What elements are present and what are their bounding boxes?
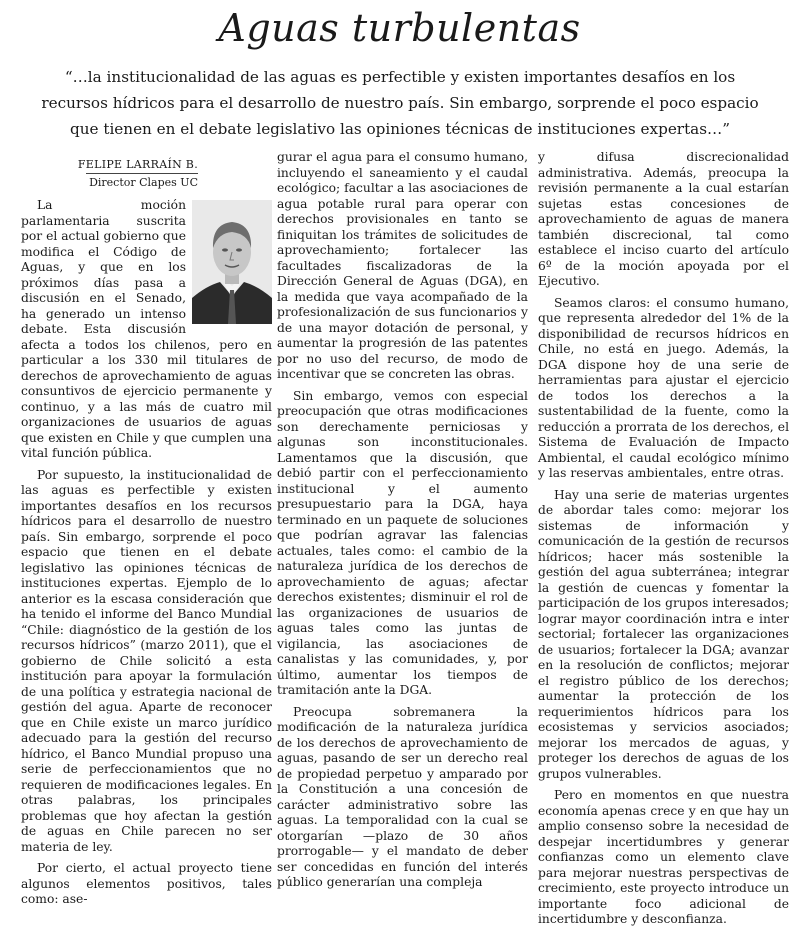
author-name: FELIPE LARRAÍN B. xyxy=(77,158,198,171)
column-3 xyxy=(538,150,789,934)
paragraph-7: Hay una serie de materias urgentes de abordar tales como: mejorar los sistemas de información y comunicación de la gestión de recursos hídricos; hacer más sostenible la gestión del agua subterránea; integrar la gestión de cuencas y fomentar la participación de los grupos interesados; lograr mayor coordinación intra e inter sectorial; fortalecer las organizaciones de usuarios; fortalecer la DGA; avanzar en la resolución de conflictos; mejorar el registro público de los derechos; aumentar la protección de los requerimientos hídricos para los ecosistemas y servicios asociados; mejorar los mercados de aguas, y proteger los derechos de aguas de los grupos vulnerables. xyxy=(538,487,789,781)
byline-rule xyxy=(86,173,198,174)
author-portrait-icon xyxy=(192,200,272,324)
paragraph-1-text: La moción parlamentaria suscrita por el actual gobierno que modifica el Código de Aguas, y que en los próximos días pasa a discusión en el Senado, ha generado un intenso debate. Esta discusión afecta a todos los chilenos, pero en particular a los 330 mil titulares de derechos de aprovechamiento de aguas consuntivos de ejercicio permanente y continuo, y a las más de cuatro mil organizaciones de usuarios de aguas que existen en Chile y que cumplen una vital función pública. xyxy=(21,198,272,460)
column-2 xyxy=(277,150,528,897)
paragraph-4: Sin embargo, vemos con especial preocupación que otras modificaciones son derechamente perniciosas y algunas son inconstitucionales. Lamentamos que la discusión, que debió partir con el perfeccionamiento institucional y el aumento presupuestario para la DGA, haya terminado en un paquete de soluciones que podrían agravar las falencias actuales, tales como: el cambio de la naturaleza jurídica de los derechos de aprovechamiento de aguas; afectar derechos existentes; disminuir el rol de las organizaciones de usuarios de aguas tales como las juntas de vigilancia, las asociaciones de canalistas y las comunidades, y, por último, aumentar los tiempos de tramitación ante la DGA. xyxy=(277,388,528,697)
paragraph-6: Seamos claros: el consumo humano, que representa alrededor del 1% de la disponibilidad de recursos hídricos en Chile, no está en juego. Además, la DGA dispone hoy de una serie de herramientas para ajustar el ejercicio de todos los derechos a la sustentabilidad de la fuente, como la reducción a prorrata de los derechos, el Sistema de Evaluación de Impacto Ambiental, el caudal ecológico mínimo y las reservas ambientales, entre otras. xyxy=(538,295,789,480)
paragraph-8: Pero en momentos en que nuestra economía apenas crece y en que hay un amplio consenso sobre la necesidad de despejar incertidumbres y generar confianzas como un elemento clave para mejorar nuestras perspectivas de crecimiento, este proyecto introduce un importante foco adicional de incertidumbre y desconfianza. xyxy=(538,788,789,926)
column-1 xyxy=(21,157,272,914)
paragraph-5: Preocupa sobremanera la modificación de la naturaleza jurídica de los derechos de aprovechamiento de aguas, pasando de ser un derecho real de propiedad perpetuo y amparado por la Constitución a una concesión de carácter administrativo sobre las aguas. La temporalidad con la cual se otorgarían —plazo de 30 años prorrogable— y el mandato de deber ser concedidas en función del interés público generarían una compleja xyxy=(277,704,528,889)
paragraph-2: Por supuesto, la institucionalidad de las aguas es perfectible y existen importantes desafíos en los recursos hídricos para el desarrollo de nuestro país. Sin embargo, sorprende el poco espacio que tienen en el debate legislativo las opiniones técnicas de instituciones expertas. Ejemplo de lo anterior es la escasa consideración que ha tenido el informe del Banco Mundial “Chile: diagnóstico de la gestión de los recursos hídricos” (marzo 2011), que el gobierno de Chile solicitó a esta institución para apoyar la formulación de una política y estrategia nacional de gestión del agua. Aparte de reconocer que en Chile existe un marco jurídico adecuado para la gestión del recurso hídrico, el Banco Mundial propuso una serie de perfeccionamientos que no requieren de modificaciones legales. En otras palabras, los principales problemas que hoy afectan la gestión de aguas en Chile parecen no ser materia de ley. xyxy=(21,467,272,854)
author-role: Director Clapes UC xyxy=(89,176,198,189)
article-title: Aguas turbulentas xyxy=(218,6,581,50)
paragraph-5-continued: y difusa discrecionalidad administrativa. Además, preocupa la revisión permanente a la cual estarían sujetas estas concesiones de aprovechamiento de aguas de manera también discrecional, tal como establece el inciso cuarto del artículo 6º de la moción apoyada por el Ejecutivo. xyxy=(538,150,789,288)
pull-quote: “…la institucionalidad de las aguas es perfectible y existen importantes desafíos en los recursos hídricos para el desarrollo de nuestro país. Sin embargo, sorprende el poco espacio que tienen en el debate legislativo las opiniones técnicas de instituciones expertas…” xyxy=(41,68,759,138)
byline xyxy=(21,157,272,190)
paragraph-3: Por cierto, el actual proyecto tiene algunos elementos positivos, tales como: ase- xyxy=(21,861,272,906)
paragraph-1 xyxy=(21,198,272,462)
paragraph-3-continued: gurar el agua para el consumo humano, incluyendo el saneamiento y el caudal ecológico; facultar a las asociaciones de agua potable rural para operar con derechos provisionales en tanto se finiquitan los trámites de solicitudes de aprovechamiento; fortalecer las facultades fiscalizadoras de la Dirección General de Aguas (DGA), en la medida que vaya acompañado de la profesionalización de sus funcionarios y de una mayor dotación de personal, y aumentar la progresión de las patentes por no uso del recurso, de modo de incentivar que se concreten las obras. xyxy=(277,150,528,381)
